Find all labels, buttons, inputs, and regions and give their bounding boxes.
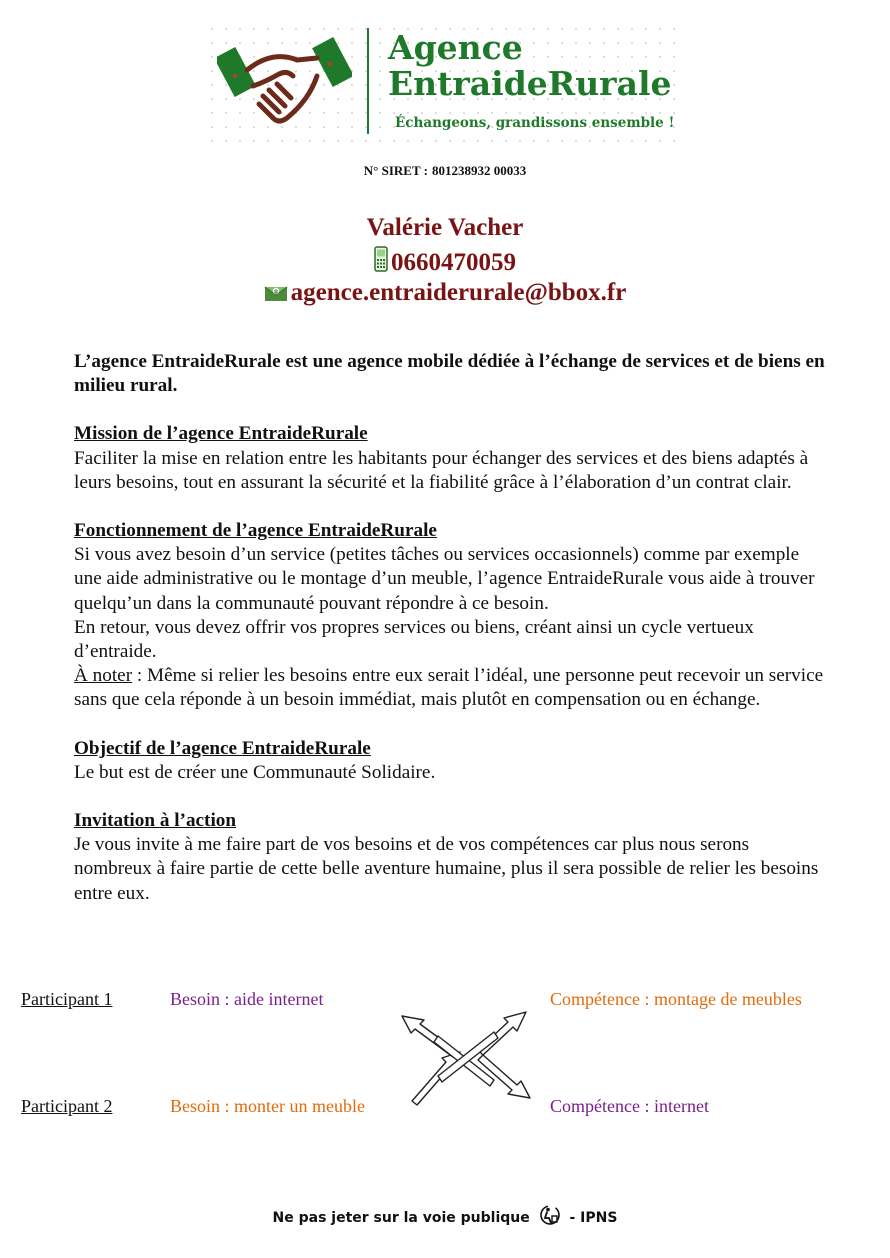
contact-name: Valérie Vacher <box>366 214 524 241</box>
siret-label: N° SIRET : <box>363 163 428 178</box>
contact-email <box>0 279 890 307</box>
participant-1-besoin: Besoin : aide internet <box>170 989 324 1009</box>
mission-text: Faciliter la mise en relation entre les habitants pour échanger des services et des biens adaptés à leurs besoins, tout en assurant la sécurité et la fiabilité grâce à l’élaboration d’un contrat clair. <box>74 447 809 493</box>
fonctionnement-text-2: En retour, vous devez offrir vos propres services ou biens, créant ainsi un cycle vertueux d’entraide. <box>74 616 754 663</box>
svg-text:@: @ <box>273 288 279 295</box>
envelope-icon <box>264 284 288 302</box>
contact-phone-number: 0660470059 <box>391 249 516 276</box>
logo-tagline: Échangeons, grandissons ensemble ! <box>395 115 675 131</box>
intro-paragraph: L’agence EntraideRurale est une agence mobile dédiée à l’échange de services et de biens en milieu rural. <box>74 351 825 397</box>
participant-1-label: Participant 1 <box>21 989 113 1009</box>
exchange-arrows-icon <box>398 1006 534 1106</box>
recycle-bin-icon <box>539 1204 561 1226</box>
contact-phone <box>0 246 890 277</box>
participant-2-label: Participant 2 <box>21 1096 113 1116</box>
objectif-heading: Objectif de l’agence EntraideRurale <box>74 737 371 759</box>
participant-2-competence: Compétence : internet <box>550 1096 709 1116</box>
logo <box>205 22 685 142</box>
note-label: À noter <box>74 665 133 687</box>
participant-2-besoin: Besoin : monter un meuble <box>170 1096 365 1116</box>
footer <box>0 1204 890 1226</box>
participant-1-competence: Compétence : montage de meubles <box>550 989 802 1009</box>
siret-value: 801238932 00033 <box>431 163 527 178</box>
invitation-heading: Invitation à l’action <box>74 810 237 832</box>
note-paragraph <box>74 664 826 712</box>
siret <box>0 163 890 179</box>
footer-text: Ne pas jeter sur la voie publique <box>272 1210 530 1226</box>
invitation-text: Je vous invite à me faire part de vos besoins et de vos compétences car plus nous serons nombreux à faire partie de cette belle aventure humaine, plus il sera possible de relier les besoins entre eux. <box>74 834 819 904</box>
mission-heading: Mission de l’agence EntraideRurale <box>74 423 368 445</box>
footer-suffix: - IPNS <box>569 1210 618 1226</box>
fonctionnement-heading: Fonctionnement de l’agence EntraideRurale <box>74 520 437 542</box>
fonctionnement-text-1: Si vous avez besoin d’un service (petites tâches ou services occasionnels) comme par exemple une aide administrative ou le montage d’un meuble, l’agence EntraideRurale vous aide à trouver quelqu’un dans la communauté pouvant répondre à ce besoin. <box>74 544 815 614</box>
objectif-text: Le but est de créer une Communauté Solidaire. <box>74 761 436 783</box>
body-text <box>74 350 826 906</box>
contact-email-address: agence.entraiderurale@bbox.fr <box>290 279 627 306</box>
logo-name: Agence EntraideRurale <box>388 28 672 103</box>
note-text: : Même si relier les besoins entre eux serait l’idéal, une personne peut recevoir un service sans que cela réponde à un besoin immédiat, mais plutôt en compensation ou en échange. <box>74 665 824 711</box>
handshake-icon <box>217 30 352 134</box>
mobile-phone-icon <box>374 246 388 272</box>
logo-divider <box>367 28 369 134</box>
